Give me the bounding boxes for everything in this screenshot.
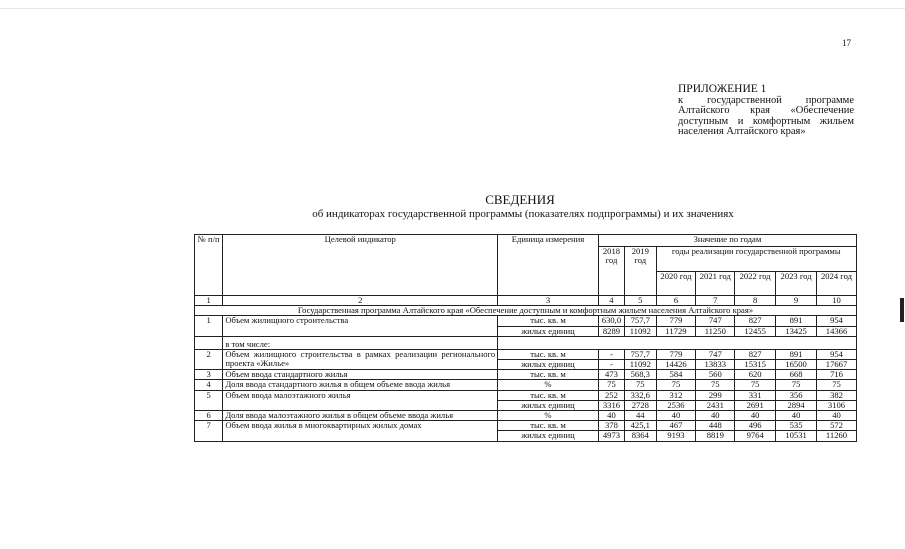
value-cell: 2691	[735, 400, 776, 410]
table-row	[195, 411, 857, 421]
program-title-row: Государственная программа Алтайского края «Обеспечение доступным и комфортным жильем населения Алтайского края»	[195, 306, 857, 316]
value-cell: 8289	[598, 326, 624, 336]
indicators-table	[194, 234, 857, 442]
value-cell: 757,7	[625, 349, 656, 359]
value-cell: 312	[656, 390, 696, 400]
column-number: 6	[656, 296, 696, 306]
unit: жилых единиц	[498, 360, 599, 370]
header-unit: Единица измерения	[498, 235, 599, 296]
table-row	[195, 390, 857, 400]
value-cell: 954	[817, 316, 857, 326]
value-cell: 356	[776, 390, 817, 400]
value-cell: 11092	[625, 360, 656, 370]
value-cell: -	[598, 360, 624, 370]
value-cell: 44	[625, 411, 656, 421]
value-cell: 891	[776, 349, 817, 359]
value-cell: 40	[598, 411, 624, 421]
row-number: 6	[195, 411, 223, 421]
column-number: 2	[223, 296, 498, 306]
value-cell: 75	[656, 380, 696, 390]
value-cell: 75	[598, 380, 624, 390]
indicator-name: Объем жилищного строительства в рамках реализации регионального проекта «Жилье»	[223, 349, 498, 369]
value-cell: 3106	[817, 400, 857, 410]
indicator-name: Объем ввода стандартного жилья	[223, 370, 498, 380]
header-2023: 2023 год	[776, 272, 817, 296]
value-cell: 40	[817, 411, 857, 421]
column-number: 5	[625, 296, 656, 306]
table-row	[195, 380, 857, 390]
value-cell: 252	[598, 390, 624, 400]
value-cell: 584	[656, 370, 696, 380]
header-num: № п/п	[195, 235, 223, 296]
column-number: 9	[776, 296, 817, 306]
column-number-row	[195, 296, 857, 306]
table-row	[195, 326, 857, 336]
column-number: 8	[735, 296, 776, 306]
value-cell: 747	[696, 349, 735, 359]
value-cell: 668	[776, 370, 817, 380]
row-number: 7	[195, 421, 223, 441]
value-cell: 9193	[656, 431, 696, 441]
value-cell: 716	[817, 370, 857, 380]
appendix-title: ПРИЛОЖЕНИЕ 1	[678, 83, 767, 95]
header-2018: 2018 год	[598, 247, 624, 296]
appendix-block	[678, 84, 854, 138]
value-cell: 779	[656, 349, 696, 359]
column-number: 10	[817, 296, 857, 306]
header-values-by-year: Значение по годам	[598, 235, 856, 247]
value-cell: 10531	[776, 431, 817, 441]
value-cell: 11092	[625, 326, 656, 336]
indicator-name: Объем ввода жилья в многоквартирных жилых домах	[223, 421, 498, 441]
value-cell: 75	[696, 380, 735, 390]
value-cell: 630,0	[598, 316, 624, 326]
value-cell: 331	[735, 390, 776, 400]
header-2021: 2021 год	[696, 272, 735, 296]
value-cell: 891	[776, 316, 817, 326]
value-cell: 8364	[625, 431, 656, 441]
row-number: 2	[195, 349, 223, 369]
value-cell: 747	[696, 316, 735, 326]
value-cell: 16500	[776, 360, 817, 370]
row-number: 3	[195, 370, 223, 380]
value-cell: 2728	[625, 400, 656, 410]
column-number: 3	[498, 296, 599, 306]
value-cell: 11250	[696, 326, 735, 336]
column-number: 1	[195, 296, 223, 306]
indicator-name: Объем ввода малоэтажного жилья	[223, 390, 498, 410]
value-cell: 2431	[696, 400, 735, 410]
unit: тыс. кв. м	[498, 316, 599, 326]
value-cell: 11260	[817, 431, 857, 441]
unit: тыс. кв. м	[498, 349, 599, 359]
value-cell: 75	[817, 380, 857, 390]
unit: тыс. кв. м	[498, 421, 599, 431]
value-cell: 620	[735, 370, 776, 380]
value-cell: 14426	[656, 360, 696, 370]
value-cell: 13425	[776, 326, 817, 336]
value-cell: 954	[817, 349, 857, 359]
value-cell: 75	[776, 380, 817, 390]
value-cell: 40	[656, 411, 696, 421]
page-number: 17	[842, 38, 851, 48]
value-cell: 496	[735, 421, 776, 431]
value-cell: 15315	[735, 360, 776, 370]
value-cell: 467	[656, 421, 696, 431]
table-row	[195, 336, 857, 349]
value-cell: 560	[696, 370, 735, 380]
unit: %	[498, 380, 599, 390]
value-cell: 827	[735, 349, 776, 359]
value-cell: 9764	[735, 431, 776, 441]
document-subtitle: об индикаторах государственной программы (показателях подпрограммы) и их значениях	[312, 208, 734, 220]
value-cell: 2536	[656, 400, 696, 410]
indicator-name: Доля ввода стандартного жилья в общем объеме ввода жилья	[223, 380, 498, 390]
table-row	[195, 421, 857, 431]
value-cell: 3316	[598, 400, 624, 410]
row-number: 1	[195, 316, 223, 326]
value-cell: 40	[776, 411, 817, 421]
value-cell: 12455	[735, 326, 776, 336]
header-indicator: Целевой индикатор	[223, 235, 498, 296]
unit: жилых единиц	[498, 400, 599, 410]
value-cell: 4973	[598, 431, 624, 441]
value-cell: 827	[735, 316, 776, 326]
unit: тыс. кв. м	[498, 390, 599, 400]
unit: жилых единиц	[498, 431, 599, 441]
indicator-name: Доля ввода малоэтажного жилья в общем объеме ввода жилья	[223, 411, 498, 421]
value-cell: 8819	[696, 431, 735, 441]
header-2024: 2024 год	[817, 272, 857, 296]
value-cell: 572	[817, 421, 857, 431]
header-2019: 2019 год	[625, 247, 656, 296]
unit: жилых единиц	[498, 326, 599, 336]
value-cell: 473	[598, 370, 624, 380]
value-cell: 425,1	[625, 421, 656, 431]
header-2020: 2020 год	[656, 272, 696, 296]
scan-artifact-line	[0, 8, 905, 9]
value-cell: 14366	[817, 326, 857, 336]
value-cell: 13833	[696, 360, 735, 370]
table-row	[195, 349, 857, 359]
unit: %	[498, 411, 599, 421]
value-cell: 40	[735, 411, 776, 421]
value-cell: 568,3	[625, 370, 656, 380]
value-cell: -	[598, 349, 624, 359]
row-number: 4	[195, 380, 223, 390]
value-cell: 535	[776, 421, 817, 431]
value-cell: 378	[598, 421, 624, 431]
value-cell: 332,6	[625, 390, 656, 400]
column-number: 4	[598, 296, 624, 306]
value-cell: 40	[696, 411, 735, 421]
value-cell: 757,7	[625, 316, 656, 326]
scan-edge-mark	[900, 298, 904, 322]
table-row	[195, 316, 857, 326]
including-label: в том числе:	[223, 336, 498, 349]
header-program-years: годы реализации государственной программы	[656, 247, 856, 272]
appendix-body: к государственной программе Алтайского края «Обеспечение доступным и комфортным жильем населения Алтайского края»	[678, 94, 854, 137]
table-row	[195, 370, 857, 380]
unit: тыс. кв. м	[498, 370, 599, 380]
value-cell: 299	[696, 390, 735, 400]
value-cell: 11729	[656, 326, 696, 336]
value-cell: 2894	[776, 400, 817, 410]
value-cell: 382	[817, 390, 857, 400]
value-cell: 17667	[817, 360, 857, 370]
document-title: СВЕДЕНИЯ	[485, 192, 555, 207]
value-cell: 779	[656, 316, 696, 326]
column-number: 7	[696, 296, 735, 306]
header-2022: 2022 год	[735, 272, 776, 296]
row-number: 5	[195, 390, 223, 410]
value-cell: 75	[735, 380, 776, 390]
indicator-name: Объем жилищного строительства	[223, 316, 498, 326]
value-cell: 75	[625, 380, 656, 390]
value-cell: 448	[696, 421, 735, 431]
